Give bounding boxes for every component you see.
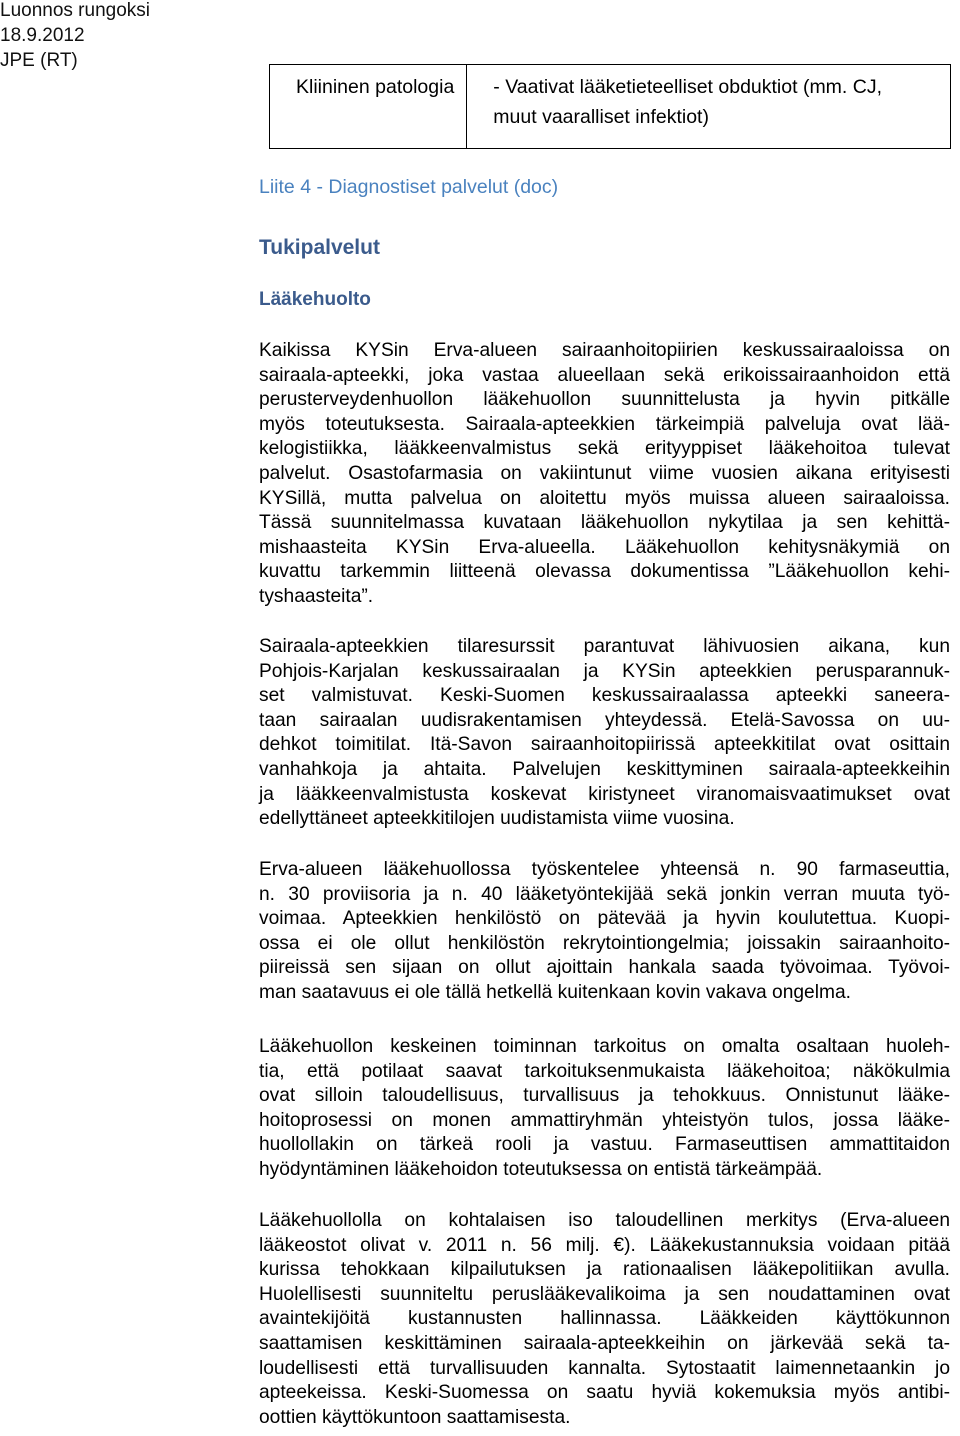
paragraph-line: Kaikissa KYSin Erva-alueen sairaanhoitopiirien keskussairaaloissa on	[259, 340, 950, 361]
paragraph-economics	[259, 1209, 950, 1430]
paragraph-line: tia, että potilaat saavat tarkoituksenmukaista lääkehoitoa; näkökulmia	[259, 1060, 950, 1082]
paragraph-line: taan sairaalan uudisrakentamisen yhteydessä. Etelä-Savossa on uu-	[259, 709, 950, 731]
paragraph-line: vanhahkoja ja ahtaita. Palvelujen keskittyminen sairaala-apteekkeihin	[259, 758, 950, 780]
paragraph-line: piireissä sen sijaan on ollut ajoittain hankala saada työvoimaa. Työvoi-	[259, 957, 950, 979]
table-cell-line: muut vaaralliset infektiot)	[493, 106, 709, 128]
paragraph-line: kelogistiikka, lääkkeenvalmistus sekä erityyppiset lääkehoitoa tulevat	[259, 438, 950, 460]
paragraph-line: Huolellisesti suunniteltu peruslääkevalikoima ja sen noudattaminen ovat	[259, 1283, 950, 1305]
paragraph-line: Pohjois-Karjalan keskussairaalan ja KYSin apteekkien perusparannuk-	[259, 660, 950, 682]
paragraph-line: set valmistuvat. Keski-Suomen keskussairaalassa apteekki saneera-	[259, 685, 950, 707]
draft-author: JPE (RT)	[0, 50, 78, 71]
paragraph-line: hyödyntäminen lääkehoidon toteutuksessa on entistä tärkeämpää.	[259, 1158, 823, 1180]
paragraph-line: huollollakin on tärkeä rooli ja vastuu. Farmaseuttisen ammattitaidon	[259, 1134, 950, 1156]
paragraph-line: Lääkehuollolla on kohtalaisen iso taloudellinen merkitys (Erva-alueen	[259, 1210, 950, 1231]
table-row	[270, 65, 951, 149]
paragraph-line: sairaala-apteekki, joka vastaa alueellaan sekä erikoissairaanhoidon että	[259, 364, 950, 386]
paragraph-line: kuvattu tarkemmin liitteenä olevassa dokumentissa ”Lääkehuollon kehi-	[259, 561, 950, 583]
paragraph-line: avaintekijöitä kustannusten hallinnassa. Lääkkeiden käyttökunnon	[259, 1308, 950, 1330]
paragraph-line: palvelut. Osastofarmasia on vakiintunut viime vuosien aikana erityisesti	[259, 462, 950, 484]
paragraph-purpose	[259, 1035, 950, 1183]
paragraph-line: Sairaala-apteekkien tilaresurssit parantuvat lähivuosien aikana, kun	[259, 636, 950, 657]
draft-label: Luonnos rungoksi	[0, 0, 150, 21]
paragraph-staff	[259, 858, 950, 1006]
appendix-link[interactable]: Liite 4 - Diagnostiset palvelut (doc)	[259, 176, 559, 198]
paragraph-line: loudellisesti että turvallisuuden kannalta. Sytostaatit laimennetaankin jo	[259, 1357, 950, 1379]
table-cell-description	[467, 65, 951, 149]
paragraph-line: hoitoprosessi on monen ammattiryhmän yhteistyön tulos, jossa lääke-	[259, 1109, 950, 1131]
subsection-heading: Lääkehuolto	[259, 289, 371, 310]
draft-header	[0, 0, 150, 73]
paragraph-line: oottien käyttökuntoon saattamisesta.	[259, 1406, 571, 1428]
paragraph-line: saattamisen keskittäminen sairaala-apteekkeihin on järkevää sekä ta-	[259, 1332, 950, 1354]
paragraph-line: apteekeissa. Keski-Suomessa on saatu hyviä kokemuksia myös antibi-	[259, 1382, 950, 1404]
table-cell-line: - Vaativat lääketieteelliset obduktiot (mm. CJ,	[493, 76, 883, 98]
paragraph-line: mishaasteita KYSin Erva-alueella. Lääkehuollon kehitysnäkymiä on	[259, 536, 950, 558]
draft-date: 18.9.2012	[0, 25, 85, 46]
section-heading: Tukipalvelut	[259, 236, 380, 259]
paragraph-pharmacy-overview	[259, 339, 950, 610]
paragraph-line: Lääkehuollon keskeinen toiminnan tarkoitus on omalta osaltaan huoleh-	[259, 1036, 950, 1057]
paragraph-line: n. 30 proviisoria ja n. 40 lääketyöntekijää sekä jonkin verran muuta työ-	[259, 883, 950, 905]
paragraph-line: man saatavuus ei ole tällä hetkellä kuitenkaan kovin vakava ongelma.	[259, 981, 851, 1003]
paragraph-line: ovat silloin taloudellisuus, turvallisuus ja tehokkuus. Onnistunut lääke-	[259, 1085, 950, 1107]
paragraph-line: edellyttäneet apteekkitilojen uudistamista viime vuosina.	[259, 808, 735, 830]
pathology-table	[269, 64, 951, 149]
paragraph-line: KYSillä, mutta palvelua on aloitettu myös muissa alueen sairaaloissa.	[259, 487, 950, 509]
paragraph-line: kurissa tehokkaan kilpailutuksen ja rationaalisen lääkepolitiikan avulla.	[259, 1259, 950, 1281]
paragraph-line: tyshaasteita”.	[259, 585, 374, 607]
paragraph-facilities	[259, 635, 950, 832]
paragraph-line: lääkeostot olivat v. 2011 n. 56 milj. €). Lääkekustannuksia voidaan pitää	[259, 1234, 950, 1256]
paragraph-line: ossa ei ole ollut henkilöstön rekrytointiongelmia; joissakin sairaanhoito-	[259, 932, 950, 954]
paragraph-line: myös toteutuksesta. Sairaala-apteekkien tärkeimpiä palveluja ovat lää-	[259, 413, 950, 435]
paragraph-line: perusterveydenhuollon lääkehuollon suunnittelusta ja hyvin pitkälle	[259, 389, 950, 411]
paragraph-line: Erva-alueen lääkehuollossa työskentelee yhteensä n. 90 farmaseuttia,	[259, 859, 950, 880]
paragraph-line: Tässä suunnitelmassa kuvataan lääkehuollon nykytilaa ja sen kehittä-	[259, 512, 950, 534]
table-cell-service: Kliininen patologia	[270, 65, 467, 149]
paragraph-line: ja lääkkeenvalmistusta koskevat kiristyneet viranomaisvaatimukset ovat	[259, 783, 950, 805]
paragraph-line: dehkot toimitilat. Itä-Savon sairaanhoitopiirissä apteekkitilat ovat osittain	[259, 734, 950, 756]
paragraph-line: voimaa. Apteekkien henkilöstö on pätevää ja hyvin koulutettua. Kuopi-	[259, 908, 950, 930]
